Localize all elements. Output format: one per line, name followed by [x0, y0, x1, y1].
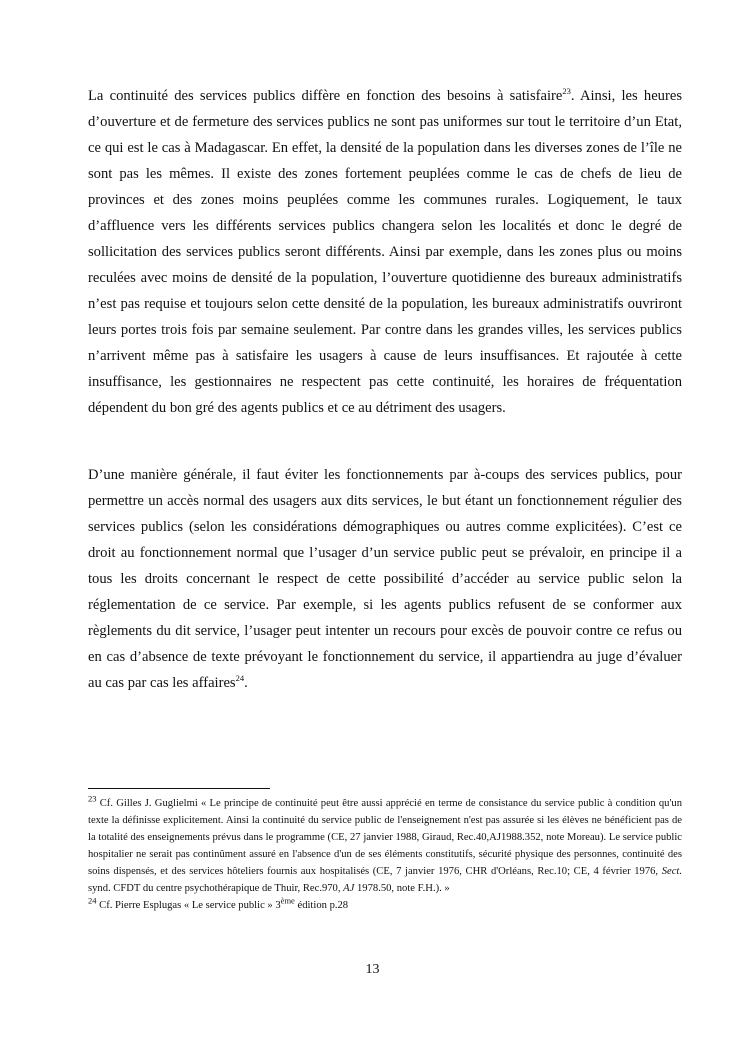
footnote-reference-23[interactable]: 23	[562, 86, 571, 97]
footnote-text: 1978.50, note F.H.). »	[354, 883, 450, 894]
edition-superscript: ème	[280, 895, 295, 906]
footnote-24	[88, 897, 682, 914]
body-paragraph	[88, 83, 682, 421]
footnote-text: Cf. Gilles J. Guglielmi « Le principe de continuité peut être aussi apprécié en terme de consistance du service public à condition qu'un texte la définisse explicitement. Ainsi la continuité du service public de l'enseignement n'est pas assurée si les élèves ne bénéficient pas de la totalité des enseignements prévus dans le programme (CE, 27 janvier 1988, Giraud, Rec.40,AJ1988.352, note Moreau). Le service public hospitalier ne serait pas continûment assuré en l'absence d'un de ses éléments constitutifs, sécurité physique des personnes, continuité des soins dispensés, et des services hôteliers fournis aux hospitalisés (CE, 7 janvier 1976, CHR d'Orléans, Rec.10; CE, 4 février 1976,	[88, 798, 682, 877]
page-number: 13	[365, 962, 380, 977]
footnote-number: 24	[88, 895, 97, 906]
footnote-italic-text: Sect.	[661, 866, 682, 877]
footnote-reference-24[interactable]: 24	[235, 673, 245, 684]
paragraph-text: .	[244, 675, 248, 691]
body-paragraph	[88, 462, 682, 696]
footnote-text: édition p.28	[294, 900, 349, 911]
paragraph-text: D’une manière générale, il faut éviter les fonctionnements par à-coups des services publics, pour permettre un accès normal des usagers aux dits services, le but étant un fonctionnement régulier des services publics (selon les considérations démographiques ou autres comme explicitées). C’est ce droit au fonctionnement normal que l’usager d’un service public peut se prévaloir, en principe il a tous les droits concernant le respect de cette possibilité d’accéder au service public selon la réglementation de ce service. Par exemple, si les agents publics refusent de se conformer aux règlements du dit service, l’usager peut intenter un recours pour excès de pouvoir contre ce refus ou en cas d’absence de texte prévoyant le fonctionnement du service, il appartiendra au juge d’évaluer au cas par cas les affaires	[88, 467, 682, 691]
paragraph-text: La continuité des services publics diffère en fonction des besoins à satisfaire	[88, 88, 563, 104]
footnotes-section	[88, 795, 682, 914]
footnote-number: 23	[88, 793, 97, 804]
footnote-23	[88, 795, 682, 897]
footnote-italic-text: AJ	[343, 883, 355, 894]
paragraph-text: . Ainsi, les heures d’ouverture et de fermeture des services publics ne sont pas uniformes sur tout le territoire d’un Etat, ce qui est le cas à Madagascar. En effet, la densité de la population dans les diverses zones de l’île ne sont pas les mêmes. Il existe des zones fortement peuplées comme le cas de chefs de lieu de provinces et des zones moins peuplées comme les communes rurales. Logiquement, le taux d’affluence vers les différents services publics changera selon les localités et donc le degré de sollicitation des services publics seront différents. Ainsi par exemple, dans les zones plus ou moins reculées avec moins de densité de la population, l’ouverture quotidienne des bureaux administratifs n’est pas requise et toujours selon cette densité de la population, les bureaux administratifs ouvriront leurs portes trois fois par semaine seulement. Par contre dans les grandes villes, les services publics n’arrivent même pas à satisfaire les usagers à cause de leurs insuffisances. Et rajoutée à cette insuffisance, les gestionnaires ne respectent pas cette continuité, les horaires de fréquentation dépendent du bon gré des agents publics et ce au détriment des usagers.	[88, 88, 682, 416]
footnote-text: synd. CFDT du centre psychothérapique de Thuir, Rec.970,	[88, 883, 344, 894]
footnote-separator	[88, 788, 270, 789]
footnote-text: Cf. Pierre Esplugas « Le service public » 3	[96, 900, 281, 911]
